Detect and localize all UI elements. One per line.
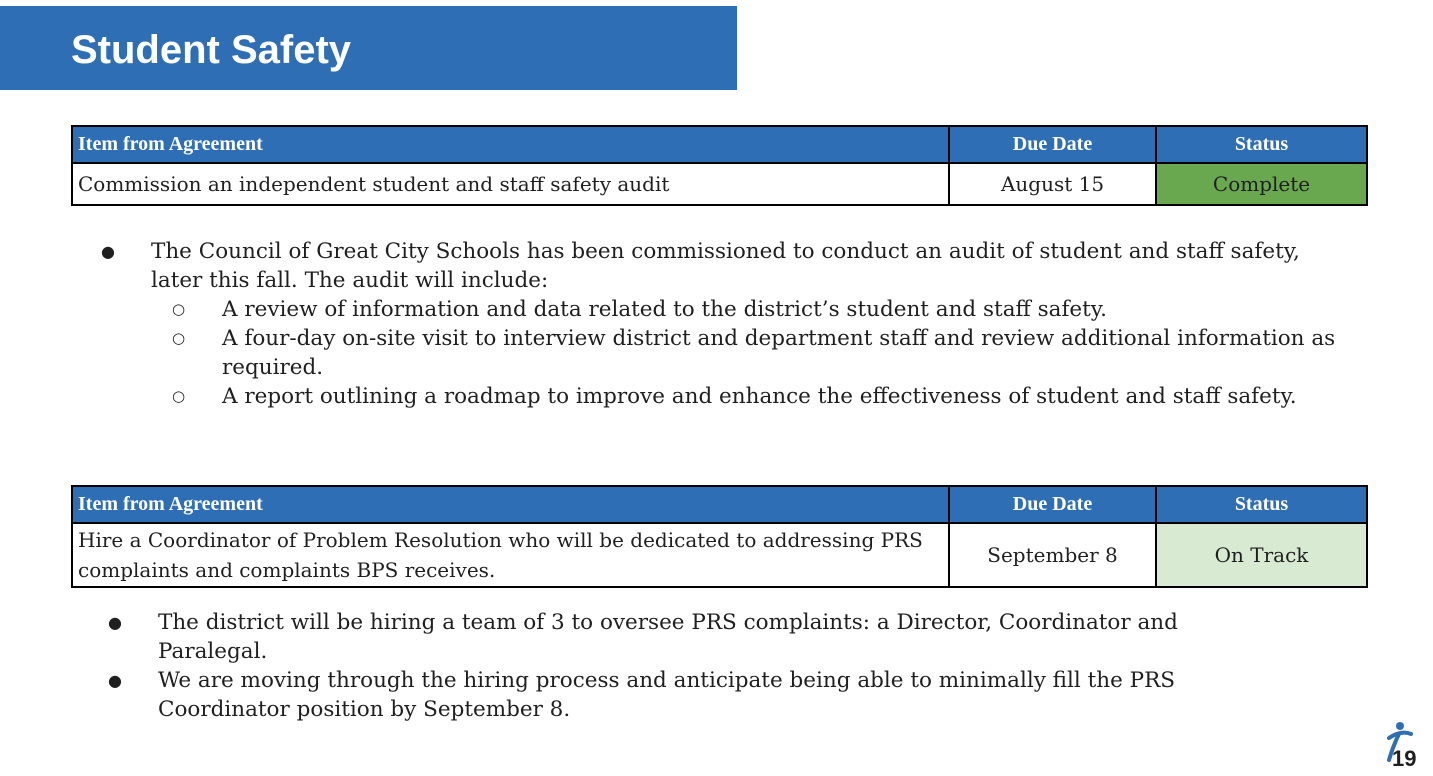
sub-bullet-text: A report outlining a roadmap to improve and enhance the effectiveness of student and staff safety. — [222, 384, 1297, 409]
sub-bullet-item — [0, 295, 1342, 324]
bullet-text: We are moving through the hiring process and anticipate being able to minimally fill the PRS Coordinator position by September 8. — [158, 668, 1176, 722]
title-banner — [0, 6, 737, 90]
column-header-due-date: Due Date — [949, 486, 1156, 523]
table-row — [72, 163, 1367, 205]
bullet-item — [0, 237, 1331, 295]
column-header-due-date: Due Date — [949, 126, 1156, 163]
bullet-text: The Council of Great City Schools has been commissioned to conduct an audit of student and staff safety, later this fall. The audit will include: — [151, 239, 1300, 293]
hiring-notes — [0, 608, 1433, 724]
bullet-dot-icon: ● — [101, 242, 115, 261]
item-cell: Commission an independent student and staff safety audit — [72, 163, 949, 205]
bullet-circle-icon: ○ — [172, 300, 186, 318]
column-header-item: Item from Agreement — [72, 126, 949, 163]
table-row — [72, 523, 1367, 587]
status-cell-on-track: On Track — [1156, 523, 1367, 587]
sub-bullet-text: A four-day on-site visit to interview district and department staff and review additional information as required. — [222, 326, 1336, 380]
bullet-text: The district will be hiring a team of 3 to oversee PRS complaints: a Director, Coordinator and Paralegal. — [158, 610, 1178, 664]
column-header-item: Item from Agreement — [72, 486, 949, 523]
page-number: 19 — [1392, 746, 1417, 771]
bullet-dot-icon: ● — [108, 671, 122, 690]
table-header-row — [72, 486, 1367, 523]
column-header-status: Status — [1156, 486, 1367, 523]
audit-notes — [0, 237, 1433, 411]
bullet-circle-icon: ○ — [172, 387, 186, 405]
bullet-dot-icon: ● — [108, 613, 122, 632]
agreement-table-1 — [71, 125, 1368, 206]
due-date-cell: August 15 — [949, 163, 1156, 205]
page-title: Student Safety — [71, 28, 352, 72]
sub-bullet-item — [0, 324, 1342, 382]
bullet-item — [0, 666, 1198, 724]
sub-bullet-item — [0, 382, 1342, 411]
table-header-row — [72, 126, 1367, 163]
column-header-status: Status — [1156, 126, 1367, 163]
status-cell-complete: Complete — [1156, 163, 1367, 205]
due-date-cell: September 8 — [949, 523, 1156, 587]
sub-bullet-text: A review of information and data related to the district’s student and staff safety. — [222, 297, 1107, 322]
item-cell: Hire a Coordinator of Problem Resolution who will be dedicated to addressing PRS complaints and complaints BPS receives. — [72, 523, 949, 587]
bullet-circle-icon: ○ — [172, 329, 186, 347]
bullet-item — [0, 608, 1198, 666]
agreement-table-2 — [71, 485, 1368, 588]
